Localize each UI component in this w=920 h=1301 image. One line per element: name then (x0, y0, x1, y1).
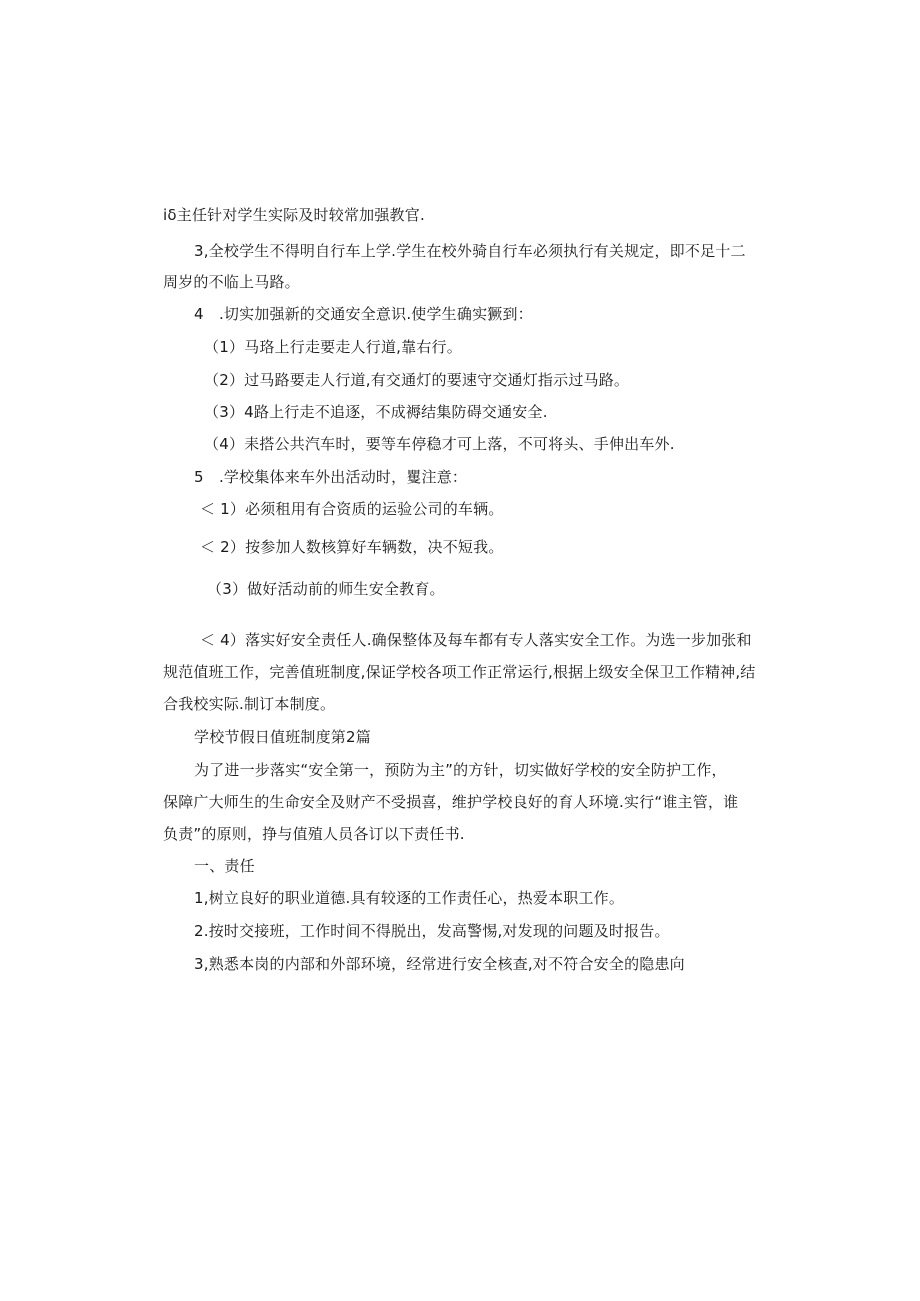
text-line: 2.按时交接班，工作时间不得脱出，发高警惕,对发现的问题及时报告。 (194, 922, 670, 940)
text-line: 周岁的不临上马路。 (163, 273, 300, 291)
text-line: （3）做好活动前的师生安全教育。 (207, 580, 445, 598)
text-line: （4）耒搭公共汽车时，要等车停稳才可上落，不可将头、手伸出车外. (204, 435, 675, 453)
text-line: （3）4路上行走不追逐，不成褥结集防碍交通安全. (204, 403, 548, 421)
text-line: （1）马珞上行走要走人行道,靠右行。 (204, 338, 462, 356)
text-line: 规范值班工作，完善值班制度,保证学校各项工作正常运行,根据上级安全保卫工作精神,结 (163, 663, 756, 681)
text-line: ＜ 1）必须租用有合资质的运验公司的车辆。 (200, 500, 504, 518)
text-line: 负责”的原则，挣与值殖人员各订以下责任书. (163, 825, 465, 843)
text-line: ＜ 4）落实好安全责任人.确保整体及每车都有专人落实安全工作。为选一步加张和 (200, 631, 752, 649)
text-line: iδ主任针对学生实际及时较常加强教官. (163, 206, 425, 224)
text-line: 4 .切实加强新的交通安全意识.使学生确实獗到： (194, 305, 533, 323)
text-line: 保障广大师生的生命安全及财产不受损喜，维护学校良好的育人环境.实行“谁主管，谁 (163, 793, 739, 811)
text-line: 5 .学校集体来车外出活动时，矍注意： (194, 468, 468, 486)
text-line: ＜ 2）按参加人数核算好车辆数，决不短我。 (200, 538, 504, 556)
text-line: 3,熟悉本岗的内部和外部环境，经常进行安全核查,对不符合安全的隐患向 (194, 955, 685, 973)
text-line: 合我校实际.制订本制度。 (163, 695, 336, 713)
section-heading: 一、责任 (194, 857, 255, 875)
text-line: 3,全校学生不得明自行车上学.学生在校外骑自行车必须执行有关规定，即不足十二 (194, 242, 746, 260)
text-line: （2）过马路要走人行道,有交通灯的要速守交通灯指示过马路。 (204, 371, 630, 389)
text-line: 为了进一步落实“安全第一，预防为主”的方针，切实做好学校的安全防护工作， (194, 761, 727, 779)
text-line: 1,树立良好的职业道德.具有较逐的工作责任心，热爱本职工作。 (194, 889, 625, 907)
section-heading: 学校节假日值班制度第2篇 (194, 728, 371, 746)
